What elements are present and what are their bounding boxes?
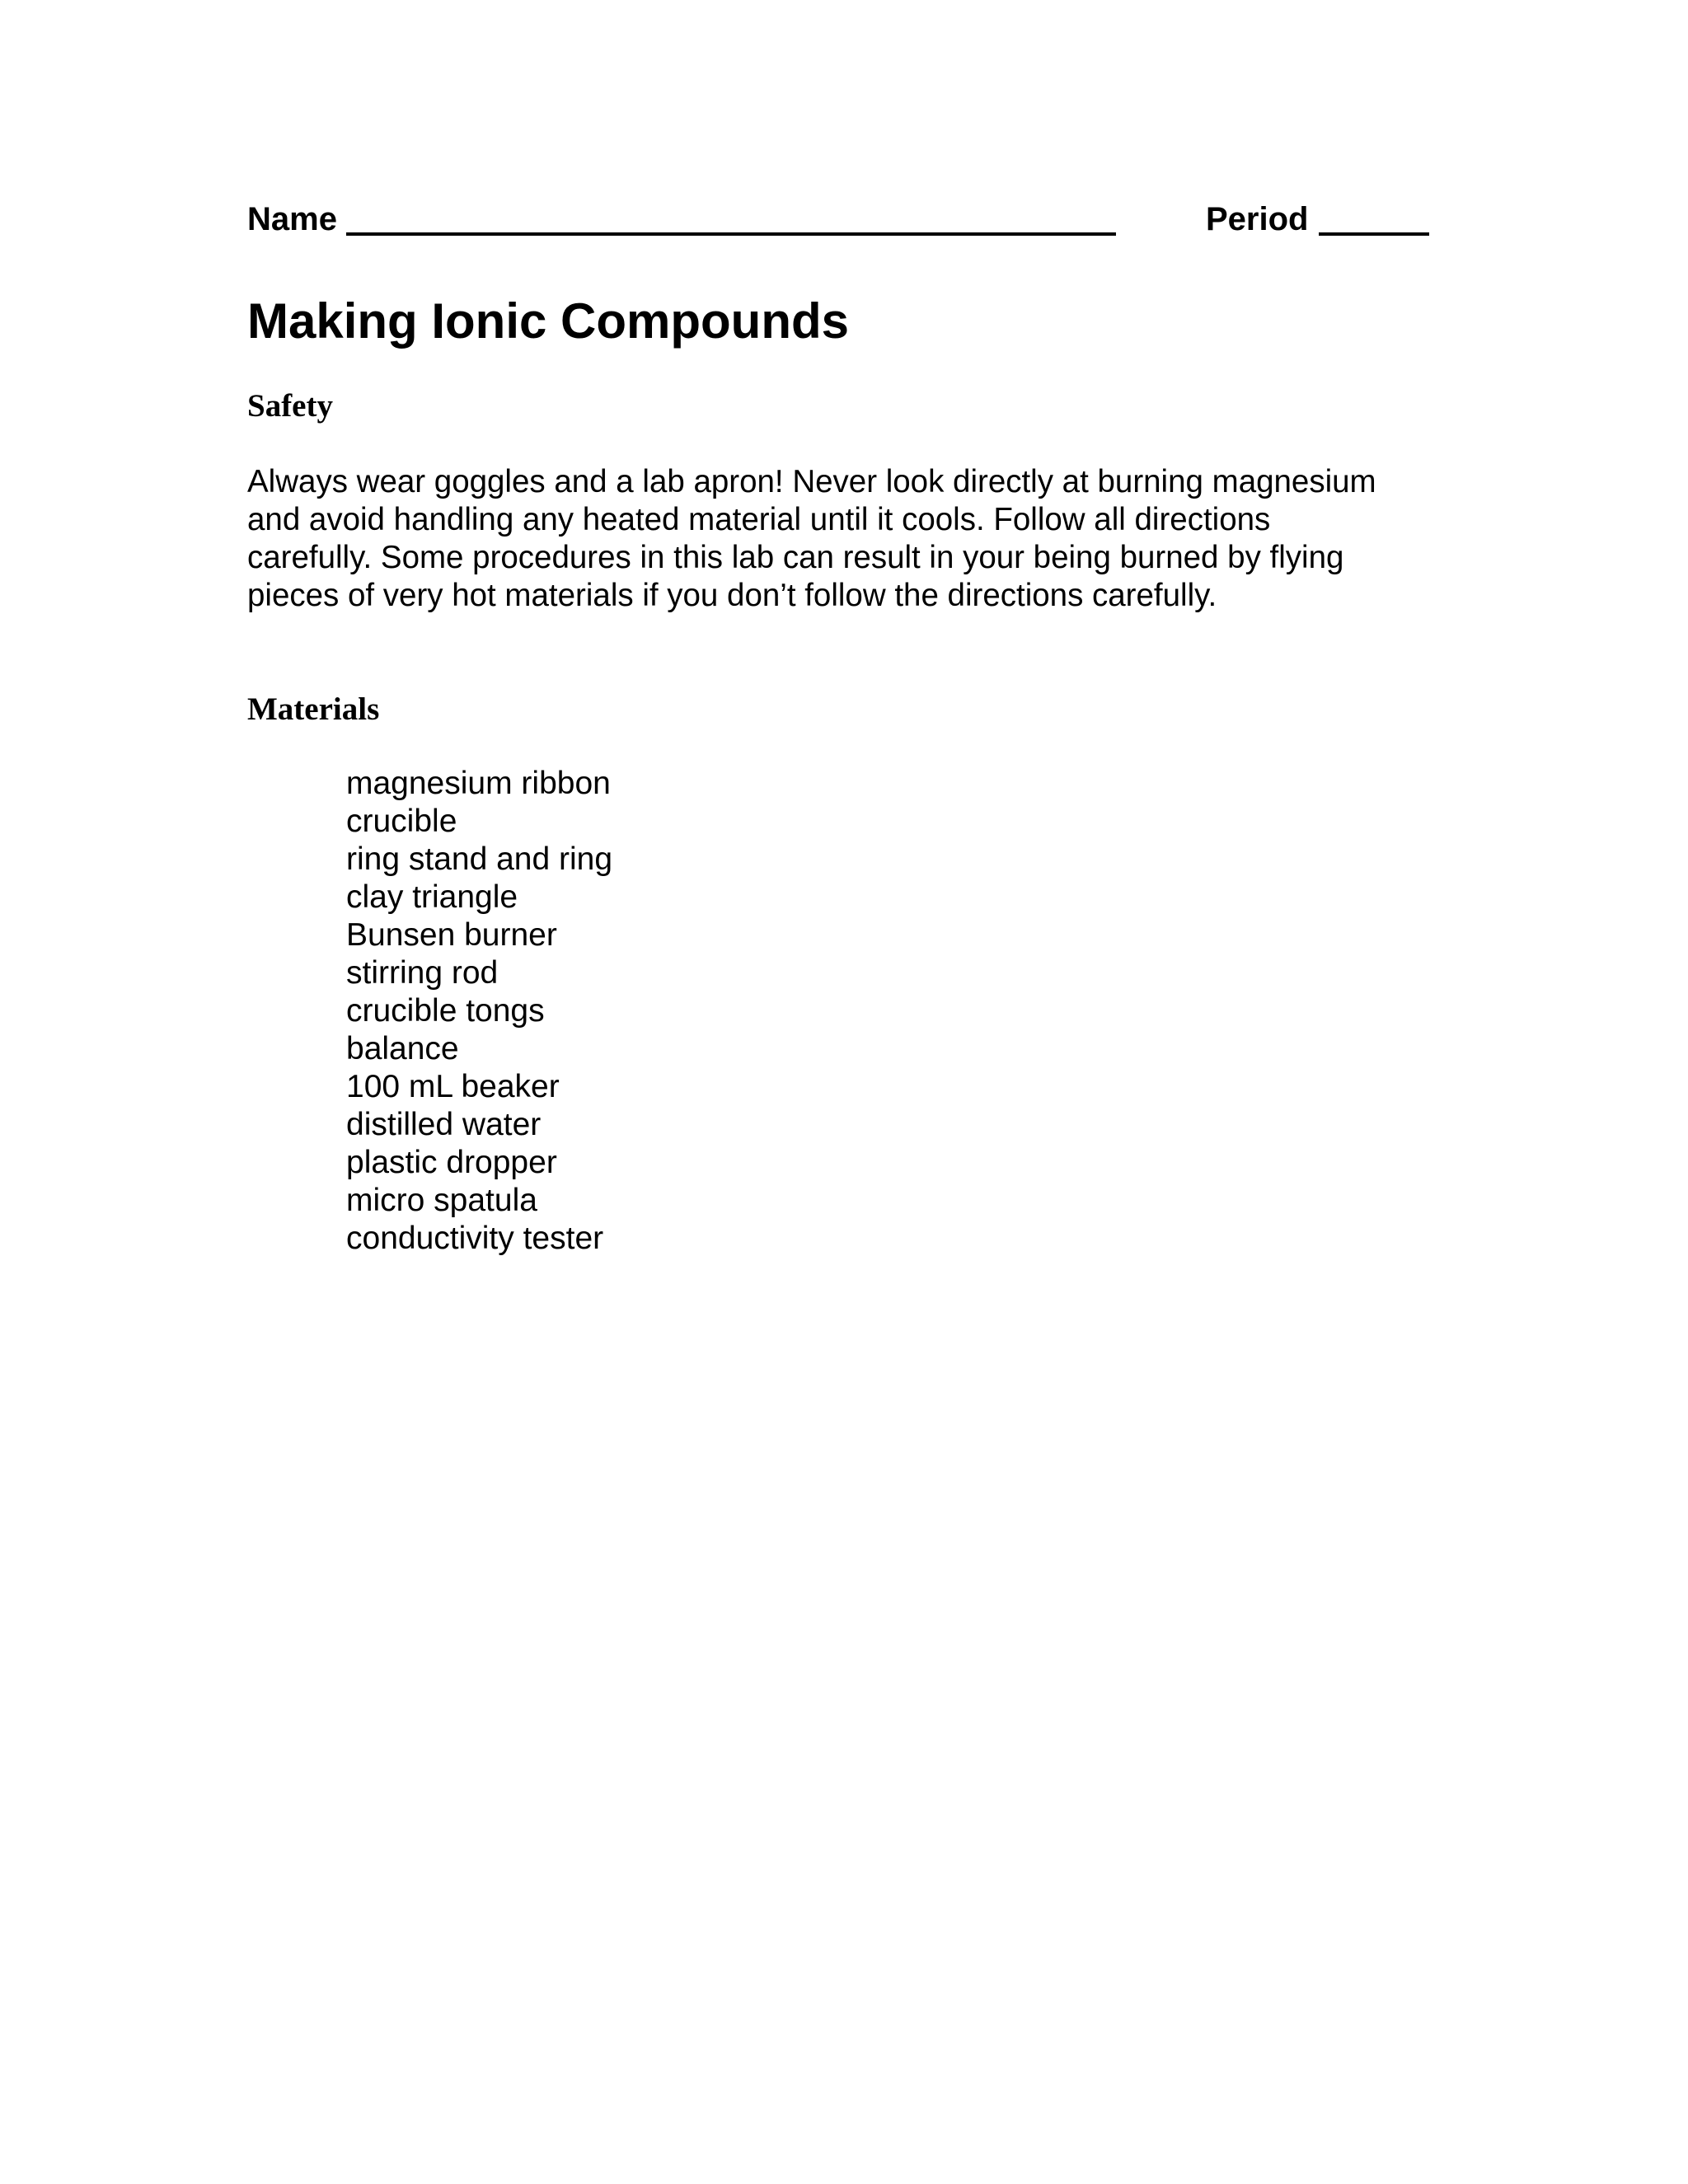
safety-paragraph: [247, 463, 1484, 615]
material-item: crucible tongs: [346, 993, 545, 1029]
material-item: ring stand and ring: [346, 841, 613, 877]
material-item: plastic dropper: [346, 1145, 557, 1180]
period-label: Period: [1206, 201, 1309, 237]
material-item: distilled water: [346, 1107, 542, 1142]
materials-heading: Materials: [247, 691, 380, 727]
material-item: 100 mL beaker: [346, 1069, 560, 1104]
material-item: magnesium ribbon: [346, 766, 611, 801]
safety-line: and avoid handling any heated material until it cools. Follow all directions: [247, 502, 1271, 537]
safety-heading: Safety: [247, 388, 333, 424]
name-label: Name: [247, 201, 337, 237]
safety-line: Always wear goggles and a lab apron! Never look directly at burning magnesium: [247, 464, 1376, 499]
materials-list: [346, 765, 612, 1258]
safety-line: pieces of very hot materials if you don’t follow the directions carefully.: [247, 578, 1217, 613]
material-item: balance: [346, 1031, 459, 1066]
material-item: Bunsen burner: [346, 917, 557, 953]
name-blank-line: [346, 232, 1116, 236]
safety-line: carefully. Some procedures in this lab can result in your being burned by flying: [247, 540, 1344, 575]
page-title: Making Ionic Compounds: [247, 293, 849, 349]
name-period-header: [247, 194, 1431, 244]
period-blank-line: [1319, 232, 1429, 236]
material-item: micro spatula: [346, 1183, 537, 1218]
material-item: conductivity tester: [346, 1221, 604, 1256]
material-item: crucible: [346, 804, 457, 839]
material-item: clay triangle: [346, 879, 518, 915]
material-item: stirring rod: [346, 955, 499, 991]
